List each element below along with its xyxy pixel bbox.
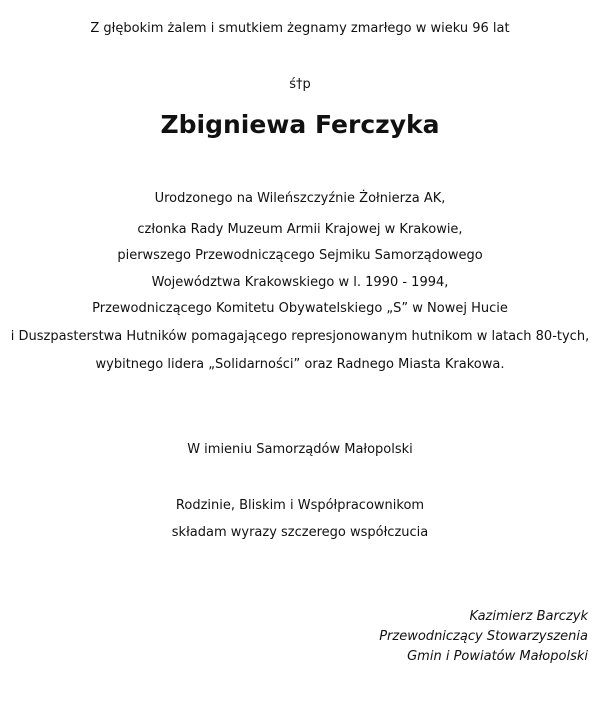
biography-line: pierwszego Przewodniczącego Sejmiku Samorządowego: [117, 248, 483, 263]
biography-line: Urodzonego na Wileńszczyźnie Żołnierza AK,: [154, 191, 446, 206]
signature-title: Przewodniczący Stowarzyszenia: [379, 629, 588, 644]
biography-line: członka Rady Muzeum Armii Krajowej w Krakowie,: [137, 222, 463, 237]
header-line: Z głębokim żalem i smutkiem żegnamy zmarłego w wieku 96 lat: [90, 21, 510, 36]
biography-line: Przewodniczącego Komitetu Obywatelskiego „S” w Nowej Hucie: [92, 301, 508, 316]
biography-line: Województwa Krakowskiego w l. 1990 - 1994,: [151, 275, 449, 290]
biography-line: i Duszpasterstwa Hutników pomagającego represjonowanym hutnikom w latach 80-tych,: [10, 329, 590, 344]
prefix-stp: ś†p: [289, 77, 311, 92]
signature-name: Kazimierz Barczyk: [469, 609, 588, 624]
deceased-name: Zbigniewa Ferczyka: [160, 110, 440, 139]
condolence-line: Rodzinie, Bliskim i Współpracownikom: [175, 498, 425, 513]
condolence-line: składam wyrazy szczerego współczucia: [171, 525, 429, 540]
on-behalf-line: W imieniu Samorządów Małopolski: [187, 442, 413, 457]
signature-organization: Gmin i Powiatów Małopolski: [407, 649, 588, 664]
biography-line: wybitnego lidera „Solidarności” oraz Radnego Miasta Krakowa.: [95, 357, 505, 372]
